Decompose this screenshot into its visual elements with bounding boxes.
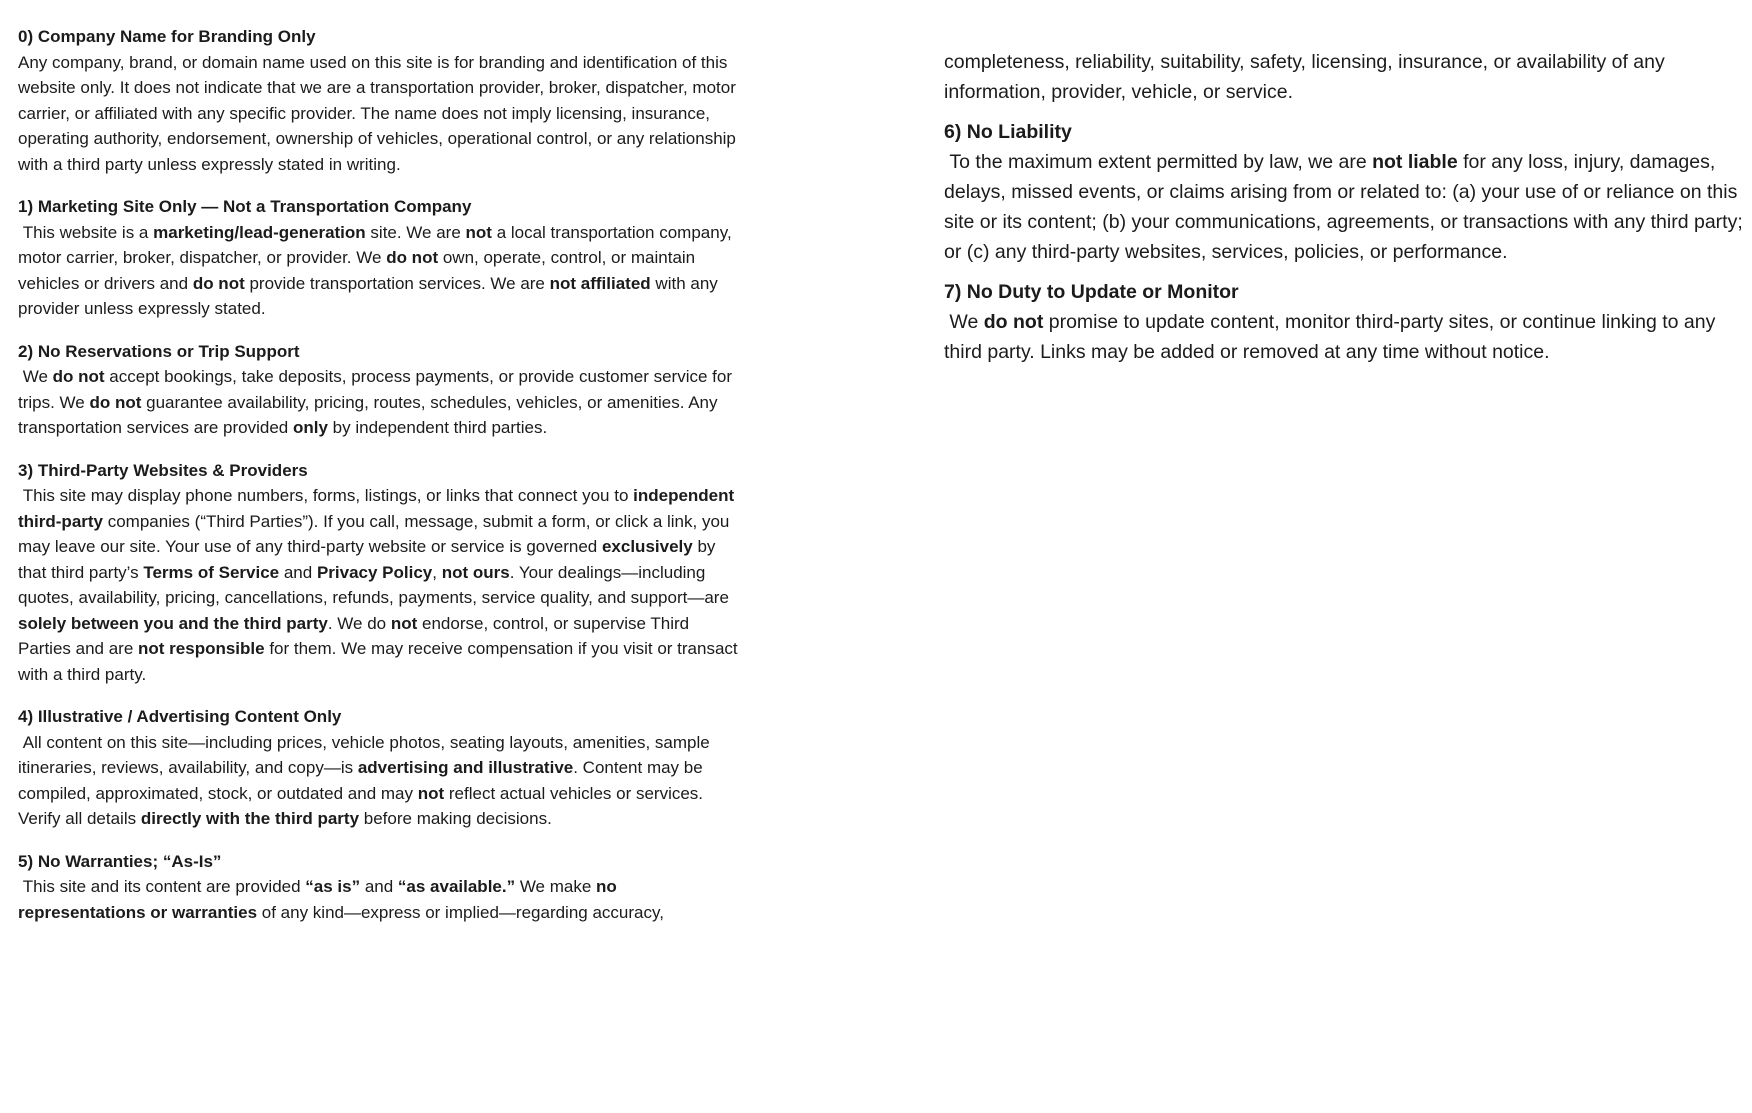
- section-heading: 6) No Liability: [944, 121, 1072, 143]
- section-body: [18, 220, 738, 322]
- text-run: completeness, reliability, suitability, safety, licensing, insurance, or availability of any information, provider, vehicle, or service.: [944, 51, 1671, 103]
- section-body: [18, 874, 738, 925]
- text-run: All content on this site—including prices, vehicle photos, seating layouts, amenities, sample itineraries, reviews, availability, and copy—is: [18, 732, 715, 777]
- bold-text-run: Privacy Policy: [316, 562, 433, 582]
- section-heading: 0) Company Name for Branding Only: [18, 27, 316, 46]
- section-heading: 1) Marketing Site Only — Not a Transportation Company: [18, 197, 472, 216]
- text-run: by independent third parties.: [327, 418, 548, 437]
- disclaimer-section: [18, 704, 738, 832]
- disclaimer-section: [18, 458, 743, 688]
- text-run: We: [18, 367, 53, 386]
- bold-text-run: do not: [89, 392, 142, 412]
- text-run: . Your dealings—including quotes, availability, pricing, cancellations, refunds, payments, service quality, and support—are: [18, 562, 734, 607]
- text-run: . We do: [327, 613, 391, 633]
- bold-text-run: independent third-party: [18, 486, 739, 531]
- bold-text-run: not responsible: [138, 639, 265, 658]
- text-run: This site may display phone numbers, forms, listings, or links that connect you to: [18, 486, 634, 505]
- bold-text-run: Terms of Service: [143, 562, 280, 582]
- bold-text-run: advertising and illustrative: [357, 758, 574, 777]
- bold-text-run: not: [390, 613, 418, 633]
- bold-text-run: do not: [192, 273, 245, 293]
- section-heading: 7) No Duty to Update or Monitor: [944, 281, 1239, 303]
- text-run: companies (“Third Parties”). If you call, message, submit a form, or click a link, you may leave our site. Your use of any third-party website or service is governed: [18, 511, 735, 556]
- section-body: [944, 47, 1744, 107]
- section-heading: 5) No Warranties; “As-Is”: [18, 851, 222, 871]
- bold-text-run: not: [465, 222, 492, 242]
- bold-text-run: solely between you and the third party: [18, 613, 328, 633]
- text-run: ,: [432, 562, 442, 582]
- section-heading: 4) Illustrative / Advertising Content Only: [18, 707, 342, 726]
- section-body: [944, 147, 1749, 267]
- text-run: and: [279, 562, 317, 582]
- bold-text-run: “as available.”: [397, 877, 516, 896]
- bold-text-run: not liable: [1372, 151, 1458, 173]
- text-run: Any company, brand, or domain name used on this site is for branding and identification of this website only. It does not indicate that we are a transportation provider, broker, dispatcher, motor carrier, or affiliated with any specific provider. The name does not imply licensing, insurance, operating authority, endorsement, ownership of vehicles, operational control, or any relationship with a third party unless expressly stated in writing.: [18, 52, 741, 174]
- section-body: [18, 364, 738, 441]
- text-run: and: [360, 877, 398, 896]
- bold-text-run: directly with the third party: [140, 809, 360, 828]
- disclaimer-section: [18, 339, 738, 441]
- text-run: We make: [515, 877, 597, 896]
- bold-text-run: no representations or warranties: [18, 877, 622, 922]
- disclaimer-section: [18, 194, 738, 322]
- text-run: We: [944, 311, 984, 333]
- bold-text-run: “as is”: [305, 877, 361, 896]
- section-body: [18, 50, 741, 178]
- text-run: before making decisions.: [359, 809, 552, 828]
- text-run: of any kind—express or implied—regarding accuracy,: [257, 902, 664, 922]
- disclaimer-section: [18, 849, 738, 926]
- text-run: To the maximum extent permitted by law, we are: [944, 151, 1373, 173]
- section-heading: 2) No Reservations or Trip Support: [18, 341, 300, 361]
- bold-text-run: exclusively: [601, 537, 693, 556]
- bold-text-run: marketing/lead-generation: [153, 222, 366, 242]
- text-run: by that third party’s: [18, 537, 721, 582]
- text-run: own, operate, control, or maintain vehicles or drivers and: [18, 248, 700, 293]
- bold-text-run: not affiliated: [549, 273, 651, 293]
- section-body: [18, 730, 738, 832]
- text-run: endorse, control, or supervise Third Parties and are: [18, 613, 694, 658]
- text-run: guarantee availability, pricing, routes, schedules, vehicles, or amenities. Any transportation services are provided: [18, 392, 723, 437]
- text-run: reflect actual vehicles or services. Verify all details: [18, 783, 708, 828]
- disclaimer-section: [944, 117, 1749, 267]
- section-body: [18, 483, 743, 687]
- column-right: [944, 47, 1749, 377]
- bold-text-run: do not: [983, 311, 1044, 333]
- text-run: promise to update content, monitor third-party sites, or continue linking to any third party. Links may be added or removed at any time without notice.: [944, 311, 1721, 363]
- text-run: site. We are: [365, 222, 466, 242]
- text-run: for any loss, injury, damages, delays, missed events, or claims arising from or related to: (a) your use of or reliance on this site or its content; (b) your communications, agreements, or transactions with any third party; or (c) any third-party websites, services, policies, or performance.: [944, 151, 1749, 263]
- bold-text-run: do not: [386, 248, 439, 267]
- column-left: [18, 24, 743, 942]
- bold-text-run: not ours: [441, 562, 510, 582]
- bold-text-run: do not: [52, 367, 105, 386]
- text-run: This website is a: [18, 222, 154, 242]
- text-run: with any provider unless expressly stated.: [18, 273, 723, 318]
- text-run: This site and its content are provided: [18, 877, 306, 896]
- bold-text-run: not: [417, 783, 445, 803]
- disclaimer-section: [18, 24, 741, 177]
- section-body: [944, 307, 1744, 367]
- text-run: provide transportation services. We are: [244, 273, 550, 293]
- disclaimer-section: [944, 47, 1744, 107]
- text-run: a local transportation company, motor carrier, broker, dispatcher, or provider. We: [18, 222, 737, 267]
- text-run: . Content may be compiled, approximated, stock, or outdated and may: [18, 758, 708, 803]
- bold-text-run: only: [292, 418, 328, 437]
- disclaimer-section: [944, 277, 1744, 367]
- section-heading: 3) Third-Party Websites & Providers: [18, 460, 308, 480]
- text-run: for them. We may receive compensation if you visit or transact with a third party.: [18, 639, 743, 684]
- text-run: accept bookings, take deposits, process payments, or provide customer service for trips. We: [18, 367, 737, 412]
